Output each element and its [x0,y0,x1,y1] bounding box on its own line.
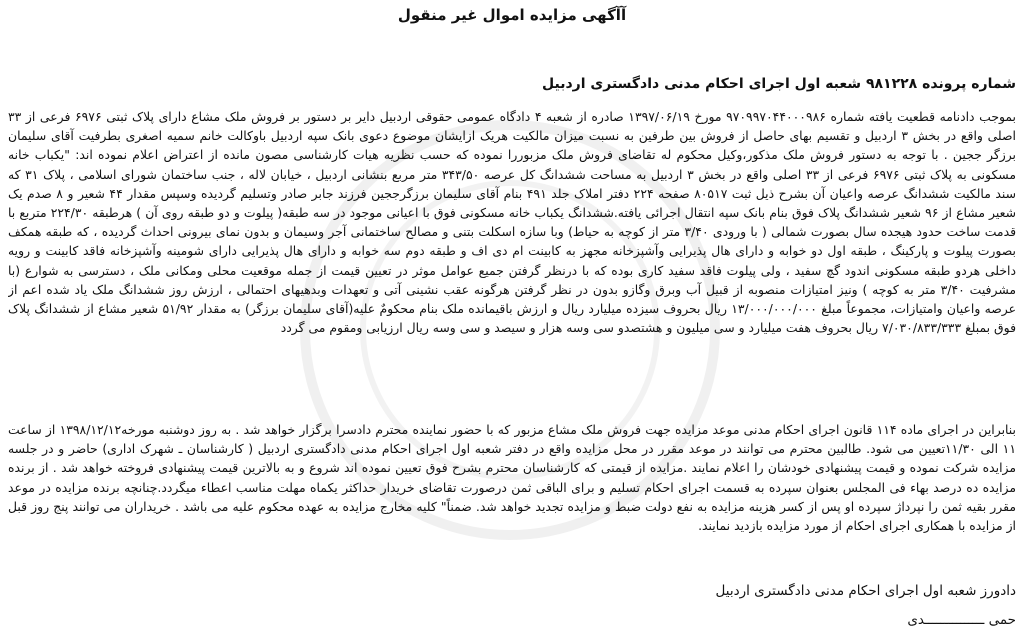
notice-paragraph-ruling: بموجب دادنامه قطعیت یافته شماره ۹۷۰۹۹۷۰۴۴۰۰۰۹۸۶ مورخ ۱۳۹۷/۰۶/۱۹ صادره از شعبه ۴ دادگاه عمومی حقوقی اردبیل دایر بر دستور بر فروش ملک مشاع دارای پلاک ثبتی ۶۹۷۶ فرعی از ۳۳ اصلی واقع در بخش ۳ اردبیل و تقسیم بهای حاصل از فروش بین طرفین به نسبت میزان مالکیت هریک ازایشان موضوع دعوی بانک سپه اردبیل باوکالت خانم سمیه اصغری بطرفیت آقای سلیمان برزگر ججین . با توجه به دستور فروش ملک مذکور،وکیل محکوم له تقاضای فروش ملک مزبوررا نموده که حسب نظریه هیات کارشناسی مصون مانده از اعتراض اعلام نموده اند: "یکباب خانه مسکونی به پلاک ثبتی ۶۹۷۶ فرعی از ۳۳ اصلی واقع در بخش ۳ اردبیل به مساحت ششدانگ کل عرصه ۳۴۳/۵۰ متر مربع بنشانی اردبیل ، خیابان لاله ، جنب ساختمان شورای اسلامی ، پلاک ۳۱ که سند مالکیت ششدانگ عرصه واعیان آن بشرح ذیل ثبت ۸۰۵۱۷ صفحه ۲۲۴ دفتر املاک جلد ۴۹۱ بنام آقای سلیمان برزگرججین فرزند جابر صادر وتسلیم گردیده وسپس مقدار ۴۴ شعیر و ۸ صدم یک شعیر مشاع از ۹۶ شعیر ششدانگ پلاک فوق بنام بانک سپه انتقال اجرائی یافته.ششدانگ یکباب خانه مسکونی فوق با اعیانی موجود در سه طبقه( پیلوت و دو طبقه روی آن ) هرطبقه ۲۲۴/۳۰ متربع با قدمت ساخت حدود هیجده سال بصورت شمالی ( با ورودی ۳/۴۰ متر از کوچه به حیاط) وبا سازه اسکلت بتنی و مصالح ساختمانی آجر وسیمان و بدون نمای بیرونی احداث گردیده ، که طبقه همکف بصورت پیلوت و پارکینگ ، طبقه اول دو خوابه و دارای هال پذیرایی وآشپزخانه مجهز به کابینت ام دی اف و طبقه دوم سه خوابه و دارای هال پذیرایی دارای شومینه وآشپزخانه فاقد کابینت و رویه داخلی هردو طبقه مسکونی اندود گچ سفید ، ولی پیلوت فاقد سفید کاری بوده که با درنظر گرفتن جمیع عوامل موثر در تعیین قیمت از جمله موقعیت محلی ومکانی ملک ، دسترسی به شوارع (با مشرفیت ۳/۴۰ متر به کوچه ) ونیز امتیازات منصوبه از قبیل آب وبرق وگازو بدون در نظر گرفتن هرگونه عقب نشینی آتی و تعهدات وبدهیهای احتمالی ، ارزش روز ششدانگ ملک یاد شده اعم از عرصه واعیان وامتیازات، مجموعاً مبلغ ۱۳/۰۰۰/۰۰۰/۰۰۰ ریال بحروف سیزده میلیارد ریال و ارزش باقیمانده ملک بنام محکومٌ علیه(آقای سلیمان برزگر) به مقدار ۵۱/۹۲ شعیر مشاع از ششدانگ پلاک فوق بمبلغ ۷/۰۳۰/۸۳۳/۳۳۳ ریال بحروف هفت میلیارد و سی میلیون و هشتصدو سی وسه هزار و سیصد و سی وسه ریال ارزیابی ومقوم می گردد [8,109,1016,336]
case-heading: شماره پرونده ۹۸۱۲۲۸ شعبه اول اجرای احکام مدنی دادگستری اردبیل [542,76,1016,92]
signature-line: دادورز شعبه اول اجرای احکام مدنی دادگستری اردبیل [715,583,1016,599]
notice-paragraph-auction-terms: بنابراین در اجرای ماده ۱۱۴ قانون اجرای احکام مدنی موعد مزایده جهت فروش ملک مشاع مزبور که با حضور نماینده محترم دادسرا برگزار خواهد شد . به روز دوشنبه مورخه۱۳۹۸/۱۲/۱۲ از ساعت ۱۱ الی ۱۱/۳۰تعیین می شود. طالبین محترم می توانند در موعد مقرر در محل مزایده واقع در دفتر شعبه اول اجرای احکام مدنی دادگستری اردبیل ( کارشناسان ـ شهرک اداری) حاضر و در جلسه مزایده شرکت نموده و قیمت پیشنهادی خودشان را اعلام نمایند .مزایده از قیمتی که کارشناسان محترم بشرح فوق تعیین نموده اند شروع و به بالاترین قیمت پیشنهادی فروخته خواهد شد . از برنده مزایده ده درصد بهاء فی المجلس بعنوان سپرده به قسمت اجرای احکام تسلیم و برای الباقی ثمن درصورت تقاضای خریدار حداکثر یکماه مهلت مناسب اعطاء میگردد.چنانچه برنده مزایده در موعد مقرر بقیه ثمن را نپرداژ سپرده او پس از کسر هزینه مزایده به نفع دولت ضبط و مزایده تجدید خواهد شد. ضمناً" کلیه مخارج مزایده به عهده محکوم علیه می باشد . خریداران می توانند پنج روز قبل از مزایده با همکاری اجرای احکام از مورد مزایده بازدید نمایند. [8,422,1016,534]
notice-title: آآگهی مزایده اموال غیر منقول [397,6,627,24]
signatory-name: حمی ـــــــــــــــدی [907,612,1016,628]
